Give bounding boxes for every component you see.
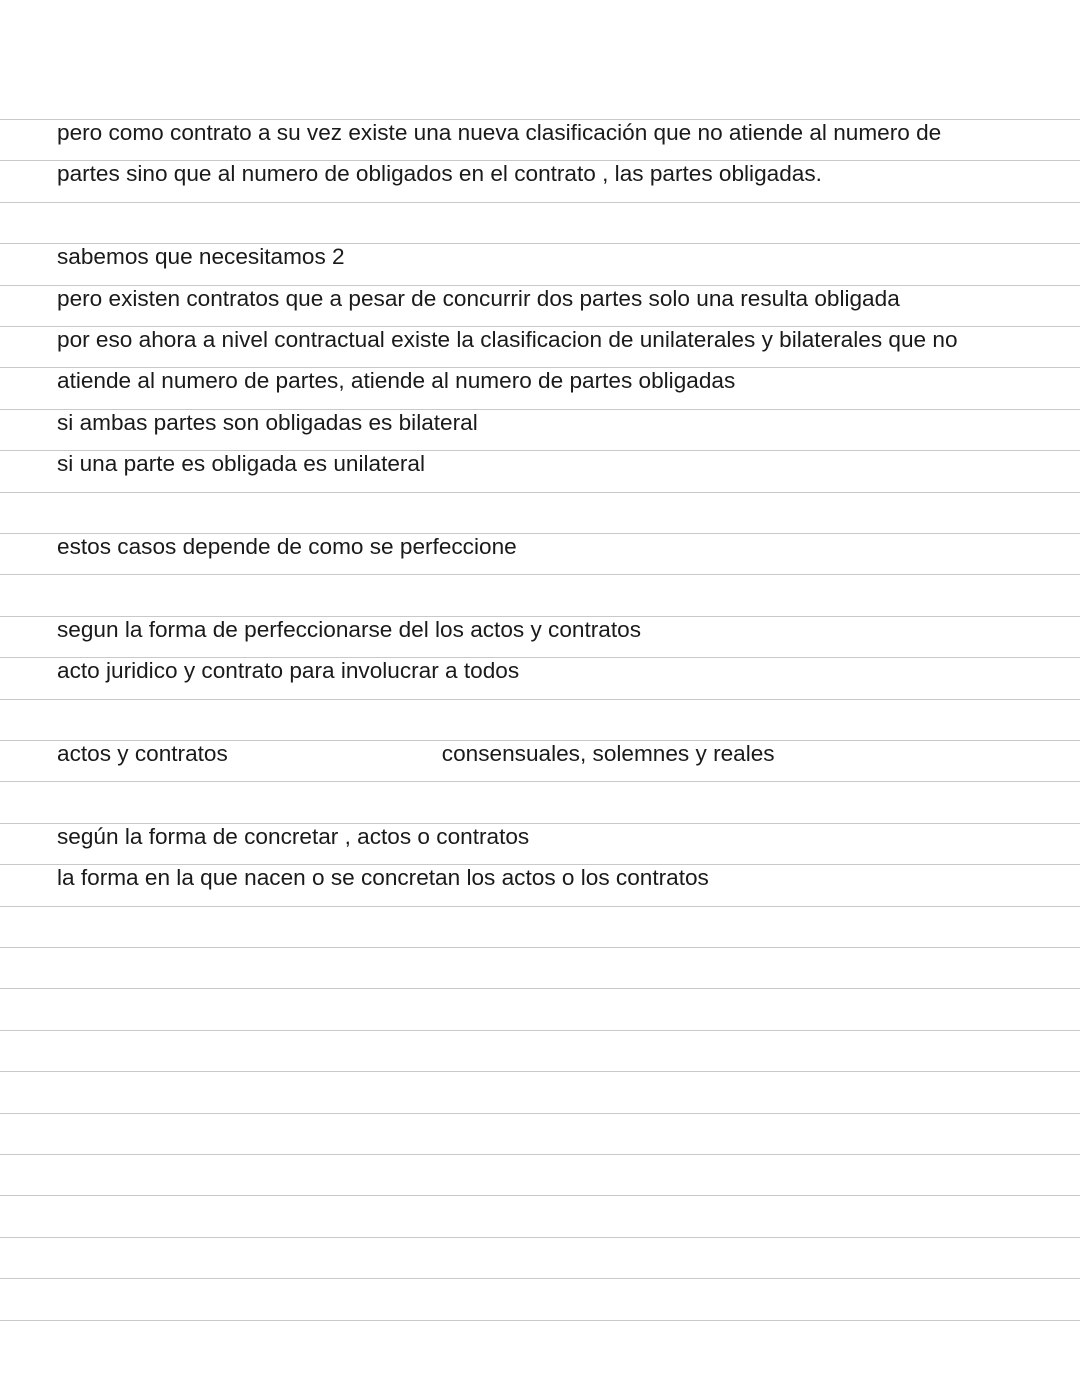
note-line [57,864,1057,905]
note-line [57,823,1057,864]
ruled-line [0,947,1080,948]
note-text: actos y contratos [57,741,228,766]
note-text: segun la forma de perfeccionarse del los actos y contratos [57,616,641,642]
ruled-line [0,1071,1080,1072]
ruled-line [0,906,1080,907]
ruled-line [0,1030,1080,1031]
ruled-line [0,1320,1080,1321]
note-text: si una parte es obligada es unilateral [57,451,426,477]
ruled-line [0,781,1080,782]
note-text: por eso ahora a nivel contractual existe la clasificacion de unilaterales y bilaterales que no [57,327,958,352]
note-text: la forma en la que nacen o se concretan los actos o los contratos [57,865,709,891]
note-line [57,657,1057,698]
note-text: pero existen contratos que a pesar de concurrir dos partes solo una resulta obligada [57,285,900,311]
note-text: si ambas partes son obligadas es bilateral [57,409,478,435]
ruled-line [0,492,1080,493]
ruled-line [0,1278,1080,1279]
note-text: sabemos que necesitamos 2 [57,244,345,270]
note-text: estos casos depende de como se perfeccione [57,534,517,559]
note-line [57,119,1057,160]
note-text: atiende al numero de partes, atiende al numero de partes obligadas [57,368,736,394]
note-line [57,450,1057,491]
ruled-line [0,574,1080,575]
ruled-line [0,1154,1080,1155]
note-line [57,160,1057,201]
ruled-line [0,1195,1080,1196]
note-text: según la forma de concretar , actos o contratos [57,823,530,849]
note-line [57,326,1057,367]
note-line [57,533,1057,574]
note-line [57,285,1057,326]
note-text: acto juridico y contrato para involucrar a todos [57,658,520,684]
ruled-line [0,988,1080,989]
note-text: partes sino que al numero de obligados en el contrato , las partes obligadas. [57,161,822,187]
ruled-line [0,1113,1080,1114]
note-line [57,409,1057,450]
note-line [57,616,1057,657]
note-text-secondary: consensuales, solemnes y reales [441,741,775,766]
note-line [57,740,1057,781]
note-text: pero como contrato a su vez existe una nueva clasificación que no atiende al numero de [57,120,942,145]
ruled-line [0,1237,1080,1238]
note-line [57,367,1057,408]
ruled-line [0,699,1080,700]
ruled-line [0,202,1080,203]
note-line [57,243,1057,284]
